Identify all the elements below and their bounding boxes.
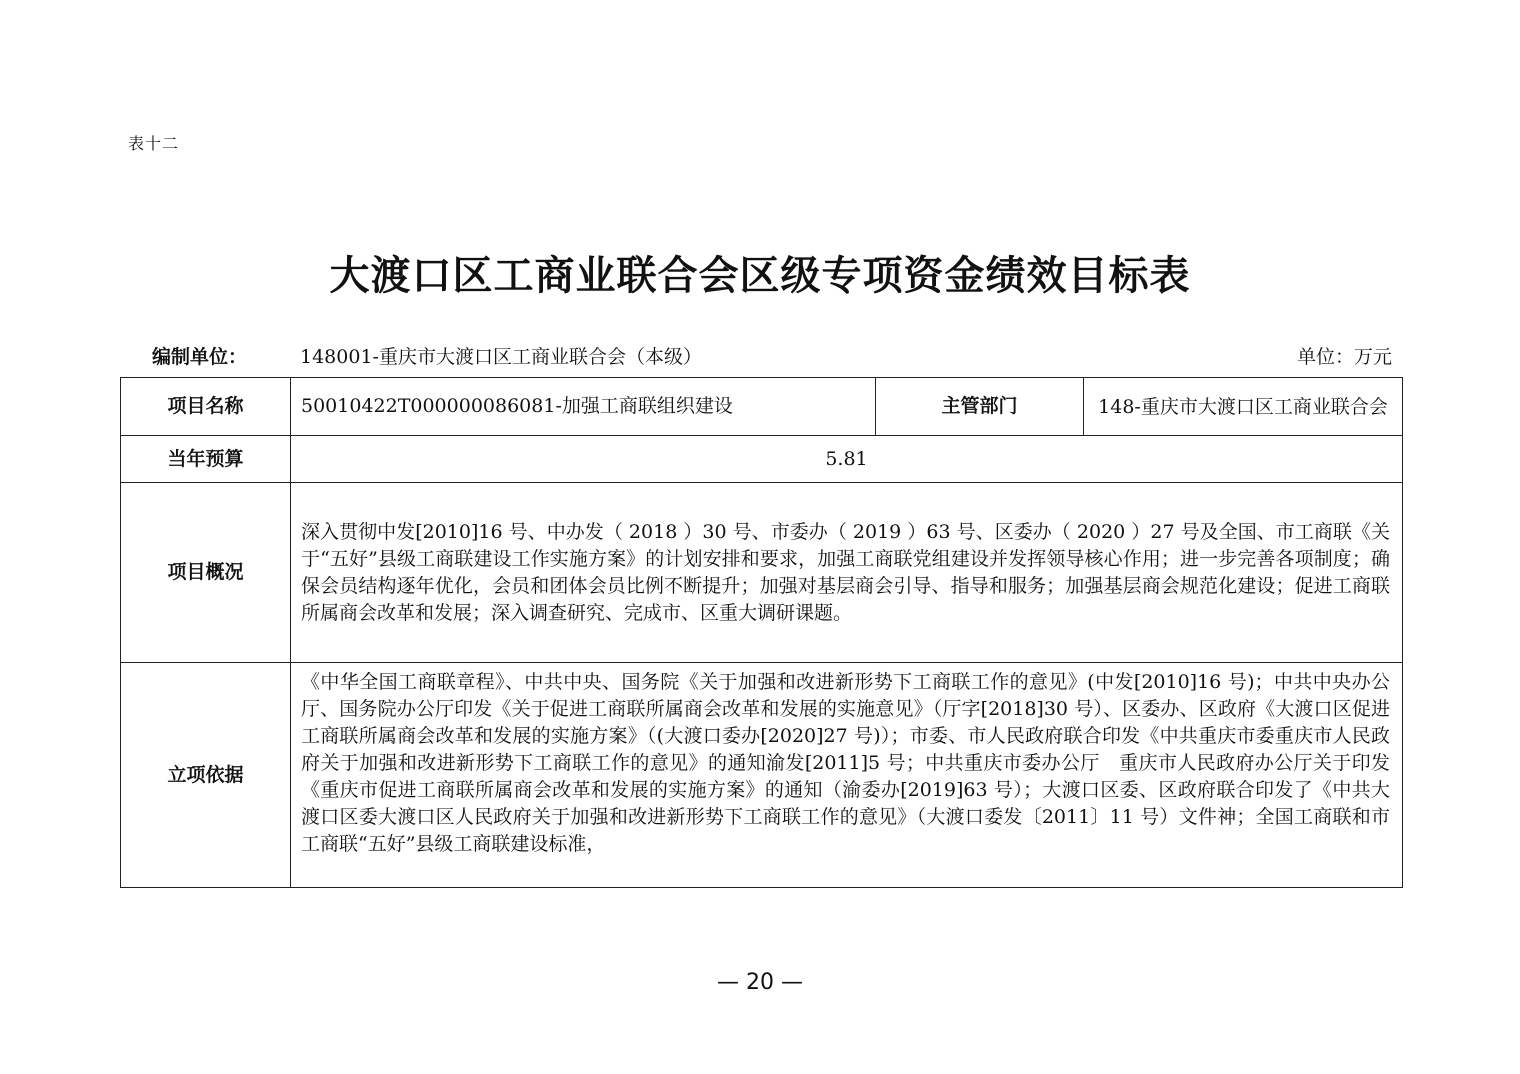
table-number-label: 表十二 xyxy=(128,134,180,153)
budget-label: 当年预算 xyxy=(121,436,291,483)
project-name-label: 项目名称 xyxy=(121,378,291,436)
money-unit-label: 单位：万元 xyxy=(1296,346,1392,368)
project-name-value: 50010422T000000086081-加强工商联组织建设 xyxy=(291,378,876,436)
table-row-basis xyxy=(121,663,1403,888)
overview-label: 项目概况 xyxy=(121,483,291,663)
department-value: 148-重庆市大渡口区工商业联合会 xyxy=(1084,378,1403,436)
table-row-project-name xyxy=(121,378,1403,436)
compiling-unit-value: 148001-重庆市大渡口区工商业联合会（本级） xyxy=(300,346,702,368)
document-title: 大渡口区工商业联合会区级专项资金绩效目标表 xyxy=(329,252,1191,299)
budget-value: 5.81 xyxy=(291,436,1403,483)
compiling-unit-label: 编制单位： xyxy=(152,346,248,368)
table-row-budget xyxy=(121,436,1403,483)
meta-row xyxy=(152,342,1392,368)
performance-target-table xyxy=(120,377,1403,888)
basis-label: 立项依据 xyxy=(121,663,291,888)
basis-text: 《中华全国工商联章程》、中共中央、国务院《关于加强和改进新形势下工商联工作的意见》(中发[2010]16 号)；中共中央办公厅、国务院办公厅印发《关于促进工商联所属商会改革和发展的实施意见》（厅字[2018]30 号）、区委办、区政府《大渡口区促进工商联所属商会改革和发展的实施方案》（(大渡口委办[2020]27 号)）；市委、市人民政府联合印发《中共重庆市委重庆市人民政府关于加强和改进新形势下工商联工作的意见》的通知渝发[2011]5 号；中共重庆市委办公厅 重庆市人民政府办公厅关于印发《重庆市促进工商联所属商会改革和发展的实施方案》的通知（渝委办[2019]63 号）；大渡口区委、区政府联合印发了《中共大渡口区委大渡口区人民政府关于加强和改进新形势下工商联工作的意见》（大渡口委发〔2011〕11 号）文件神；全国工商联和市工商联“五好”县级工商联建设标准， xyxy=(291,663,1403,888)
overview-text: 深入贯彻中发[2010]16 号、中办发（ 2018 ）30 号、市委办（ 2019 ）63 号、区委办（ 2020 ）27 号及全国、市工商联《关于“五好”县级工商联建设工作实施方案》的计划安排和要求，加强工商联党组建设并发挥领导核心作用；进一步完善各项制度；确保会员结构逐年优化，会员和团体会员比例不断提升；加强对基层商会引导、指导和服务；加强基层商会规范化建设；促进工商联所属商会改革和发展；深入调查研究、完成市、区重大调研课题。 xyxy=(291,483,1403,663)
department-label: 主管部门 xyxy=(876,378,1084,436)
table-row-overview xyxy=(121,483,1403,663)
page-number: — 20 — xyxy=(717,970,803,995)
